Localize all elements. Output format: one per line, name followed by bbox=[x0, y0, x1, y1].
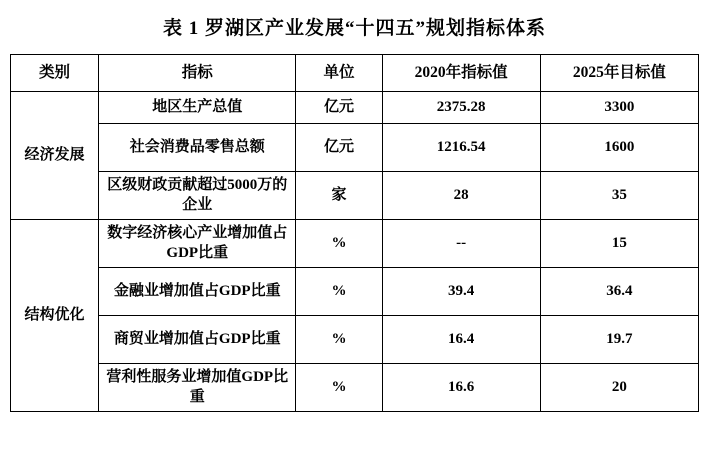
table-body bbox=[11, 92, 699, 412]
table-row bbox=[11, 316, 699, 364]
table-row bbox=[11, 92, 699, 124]
column-header-value-2025: 2025年目标值 bbox=[540, 55, 698, 92]
column-header-indicator: 指标 bbox=[99, 55, 296, 92]
value-2025-cell: 20 bbox=[540, 364, 698, 412]
unit-cell: 家 bbox=[296, 172, 382, 220]
value-2020-cell: 16.4 bbox=[382, 316, 540, 364]
value-2020-cell: -- bbox=[382, 220, 540, 268]
column-header-unit: 单位 bbox=[296, 55, 382, 92]
value-2025-cell: 3300 bbox=[540, 92, 698, 124]
table-row bbox=[11, 268, 699, 316]
table-row bbox=[11, 172, 699, 220]
indicator-cell: 商贸业增加值占GDP比重 bbox=[99, 316, 296, 364]
indicator-cell: 数字经济核心产业增加值占GDP比重 bbox=[99, 220, 296, 268]
unit-cell: 亿元 bbox=[296, 124, 382, 172]
value-2020-cell: 2375.28 bbox=[382, 92, 540, 124]
value-2025-cell: 36.4 bbox=[540, 268, 698, 316]
indicator-cell: 金融业增加值占GDP比重 bbox=[99, 268, 296, 316]
unit-cell: % bbox=[296, 316, 382, 364]
indicator-cell: 营利性服务业增加值GDP比重 bbox=[99, 364, 296, 412]
indicator-cell: 社会消费品零售总额 bbox=[99, 124, 296, 172]
page-title: 表 1 罗湖区产业发展“十四五”规划指标体系 bbox=[162, 18, 546, 39]
indicator-cell: 区级财政贡献超过5000万的企业 bbox=[99, 172, 296, 220]
indicator-table bbox=[10, 54, 699, 412]
column-header-value-2020: 2020年指标值 bbox=[382, 55, 540, 92]
table-row bbox=[11, 124, 699, 172]
value-2020-cell: 1216.54 bbox=[382, 124, 540, 172]
category-cell-structural-optimization: 结构优化 bbox=[11, 220, 99, 412]
value-2025-cell: 1600 bbox=[540, 124, 698, 172]
value-2025-cell: 19.7 bbox=[540, 316, 698, 364]
value-2020-cell: 39.4 bbox=[382, 268, 540, 316]
table-header-row bbox=[11, 55, 699, 92]
value-2025-cell: 35 bbox=[540, 172, 698, 220]
table-header bbox=[11, 55, 699, 92]
table-row bbox=[11, 220, 699, 268]
indicator-cell: 地区生产总值 bbox=[99, 92, 296, 124]
value-2025-cell: 15 bbox=[540, 220, 698, 268]
column-header-category: 类别 bbox=[11, 55, 99, 92]
unit-cell: % bbox=[296, 220, 382, 268]
unit-cell: 亿元 bbox=[296, 92, 382, 124]
category-cell-economic-development: 经济发展 bbox=[11, 92, 99, 220]
value-2020-cell: 28 bbox=[382, 172, 540, 220]
value-2020-cell: 16.6 bbox=[382, 364, 540, 412]
table-row bbox=[11, 364, 699, 412]
unit-cell: % bbox=[296, 268, 382, 316]
unit-cell: % bbox=[296, 364, 382, 412]
